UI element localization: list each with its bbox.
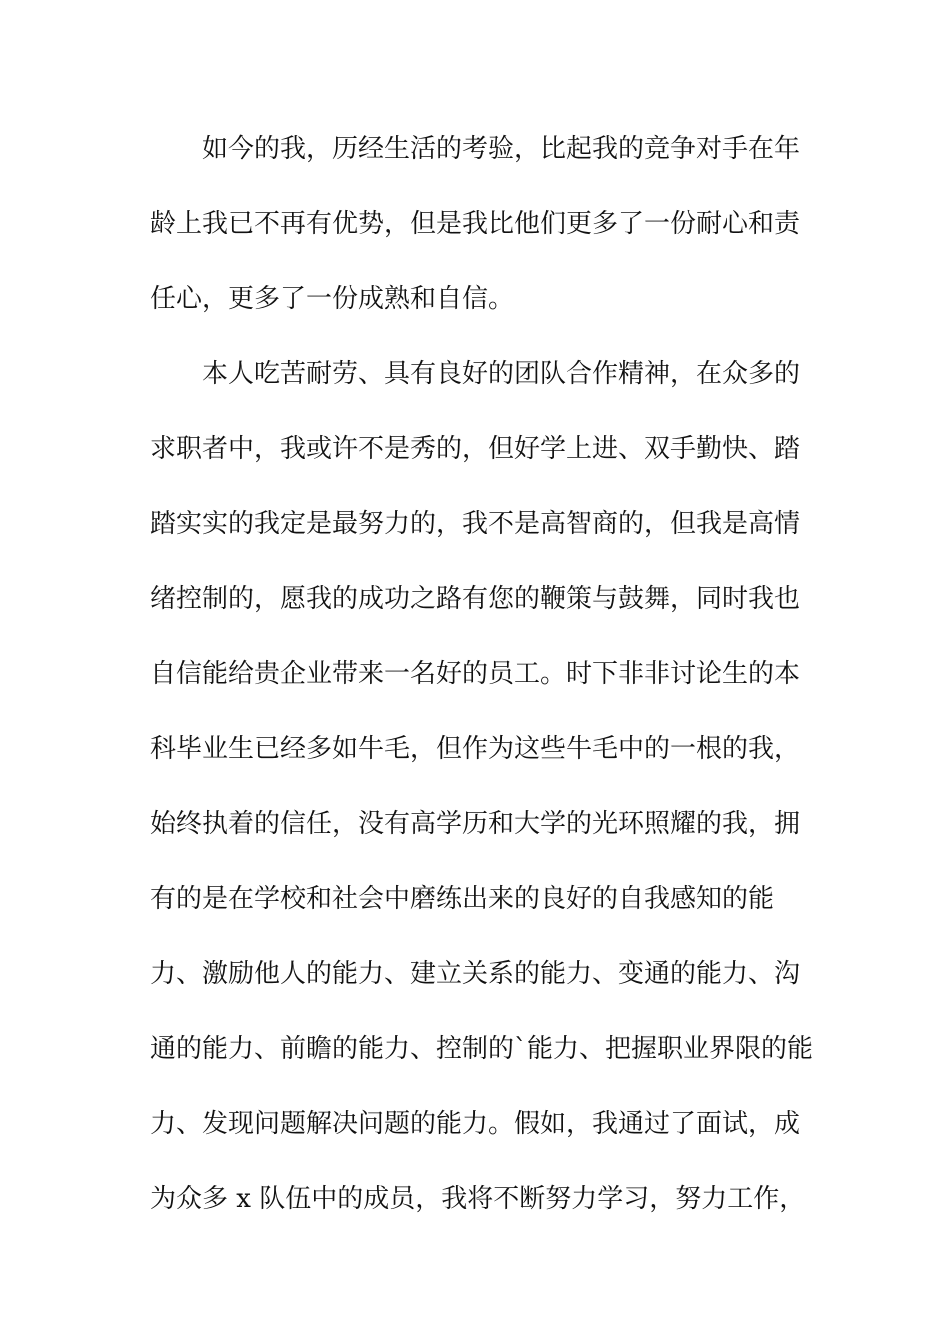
paragraph-2-line-6: 科毕业生已经多如牛毛，但作为这些牛毛中的一根的我，	[150, 734, 801, 764]
paragraph-2-line-8: 有的是在学校和社会中磨练出来的良好的自我感知的能	[150, 884, 775, 914]
paragraph-2-line-5: 自信能给贵企业带来一名好的员工。时下非非讨论生的本	[150, 659, 801, 689]
paragraph-2-line-10: 通的能力、前瞻的能力、控制的`能力、把握职业界限的能	[150, 1034, 814, 1064]
paragraph-2-line-2: 求职者中，我或许不是秀的，但好学上进、双手勤快、踏	[150, 434, 801, 464]
paragraph-2-line-4: 绪控制的，愿我的成功之路有您的鞭策与鼓舞，同时我也	[150, 584, 801, 614]
document-body	[150, 112, 814, 1237]
paragraph-2-line-7: 始终执着的信任，没有高学历和大学的光环照耀的我，拥	[150, 809, 801, 839]
paragraph-2-line-3: 踏实实的我定是最努力的，我不是高智商的，但我是高情	[150, 509, 801, 539]
paragraph-1-line-2: 龄上我已不再有优势，但是我比他们更多了一份耐心和责	[150, 209, 801, 239]
paragraph-1-line-3: 任心，更多了一份成熟和自信。	[150, 284, 515, 314]
paragraph-2-line-1: 本人吃苦耐劳、具有良好的团队合作精神，在众多的	[202, 359, 801, 389]
paragraph-2-line-9: 力、激励他人的能力、建立关系的能力、变通的能力、沟	[150, 959, 801, 989]
paragraph-2-line-11: 力、发现问题解决问题的能力。假如，我通过了面试，成	[150, 1109, 801, 1139]
paragraph-1-line-1: 如今的我，历经生活的考验，比起我的竞争对手在年	[202, 134, 801, 164]
paragraph-2-line-12: 为众多 x 队伍中的成员，我将不断努力学习，努力工作，	[150, 1184, 806, 1214]
